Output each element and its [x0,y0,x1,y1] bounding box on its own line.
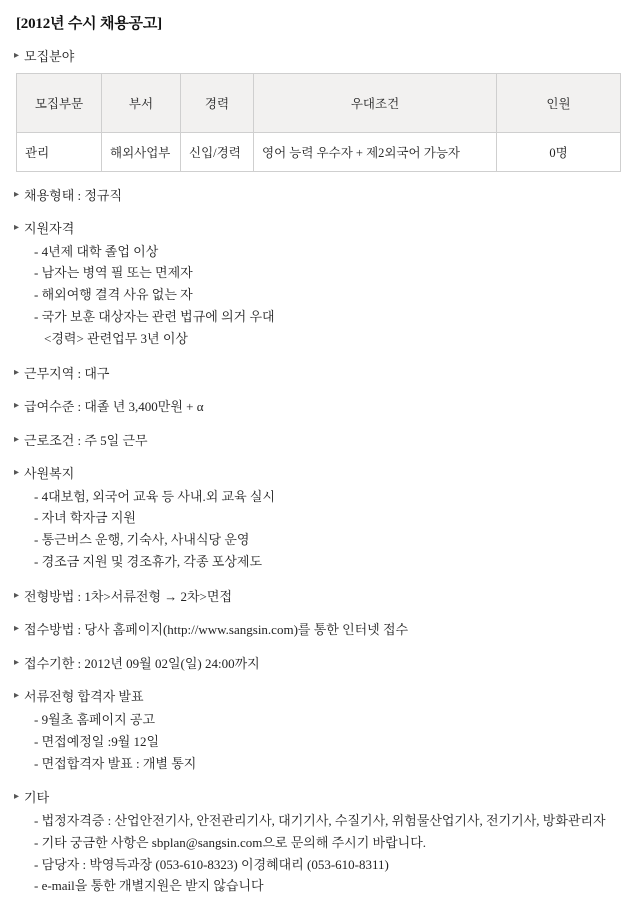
section-other [14,788,619,897]
section-heading [14,397,619,417]
section-heading-label: 근로조건 : 주 5일 근무 [24,432,148,448]
cell-experience: 신입/경력 [181,132,254,171]
section-heading-label: 접수기한 : 2012년 09월 02일(일) 24:00까지 [24,655,260,671]
list-item: - 자녀 학자금 지원 [34,510,136,526]
section-heading [14,587,619,607]
section-heading [14,788,619,808]
section-heading [14,464,619,484]
section-deadline [14,654,619,674]
section-item-list [14,709,619,774]
section-heading-label: 근무지역 : 대구 [24,365,110,381]
section-heading [14,431,619,451]
section-heading [14,687,619,707]
cell-headcount: 0명 [497,132,621,171]
section-heading-label: 급여수준 : 대졸 년 3,400만원 + α [24,399,204,415]
section-results-announcement [14,687,619,774]
list-item: - 4년제 대학 졸업 이상 [34,243,159,259]
section-heading [14,47,619,67]
table-header [17,73,621,132]
section-heading [14,654,619,674]
table-body [17,132,621,171]
bullet-icon: ▸ [14,366,20,378]
list-item: - 면접예정일 :9월 12일 [34,733,160,749]
bullet-icon: ▸ [14,400,20,412]
bullet-icon: ▸ [14,222,20,233]
section-selection-process [14,587,619,607]
page-title: [2012년 수시 채용공고] [16,16,162,32]
bullet-icon: ▸ [14,690,20,702]
list-item: - 4대보험, 외국어 교육 등 사내.외 교육 실시 [34,488,276,504]
list-item: - 면접합격자 발표 : 개별 통지 [34,755,197,771]
list-item: - e-mail을 통한 개별지원은 받지 않습니다 [34,878,264,894]
section-heading-label: 서류전형 합격자 발표 [24,689,144,705]
section-item-list [14,486,619,573]
table-row [17,132,621,171]
section-heading-label: 접수방법 : 당사 홈페이지(http://www.sangsin.com)를 통한 인터넷 접수 [24,622,409,638]
section-recruit-field [14,47,619,172]
recruit-table [16,73,621,172]
section-heading [14,620,619,640]
table-header-row [17,73,621,132]
section-heading-label: 채용형태 : 정규직 [24,187,123,203]
list-item: - 법정자격증 : 산업안전기사, 안전관리기사, 대기기사, 수질기사, 위험물산업기사, 전기기사, 방화관리자 [34,812,606,828]
column-header-headcount: 인원 [497,73,621,132]
cell-department: 해외사업부 [102,132,181,171]
list-item: <경력> 관련업무 3년 이상 [44,330,188,346]
column-header-department: 부서 [102,73,181,132]
section-heading-label: 사원복지 [24,466,75,482]
section-salary [14,397,619,417]
list-item: - 경조금 지원 및 경조휴가, 각종 포상제도 [34,554,263,570]
bullet-icon: ▸ [14,433,20,445]
list-item: - 해외여행 결격 사유 없는 자 [34,287,193,303]
bullet-icon: ▸ [14,623,20,635]
section-employment-type [14,186,619,206]
bullet-icon: ▸ [14,188,20,200]
section-heading-label: 모집분야 [24,49,75,64]
section-benefits [14,464,619,573]
bullet-icon: ▸ [14,589,20,601]
list-item: - 남자는 병역 필 또는 면제자 [34,265,193,281]
list-item: - 통근버스 운행, 기숙사, 사내식당 운영 [34,532,250,548]
section-item-list [14,810,619,897]
section-item-list [14,241,619,350]
list-item: - 담당자 : 박영득과장 (053-610-8323) 이경혜대리 (053-610-8311) [34,856,389,872]
cell-preference: 영어 능력 우수자 + 제2외국어 가능자 [254,132,497,171]
section-heading [14,186,619,206]
column-header-preference: 우대조건 [254,73,497,132]
bullet-icon: ▸ [14,50,20,61]
section-heading-label: 전형방법 : 1차>서류전형 → 2차>면접 [24,588,233,604]
bullet-icon: ▸ [14,656,20,668]
bullet-icon: ▸ [14,467,20,479]
section-work-location [14,364,619,384]
section-qualifications [14,219,619,350]
column-header-position: 모집부문 [17,73,102,132]
section-heading [14,219,619,239]
section-working-conditions [14,431,619,451]
section-heading [14,364,619,384]
section-heading-label: 지원자격 [24,221,75,236]
list-item: - 9월초 홈페이지 공고 [34,711,156,727]
column-header-experience: 경력 [181,73,254,132]
bullet-icon: ▸ [14,791,20,803]
section-application-method [14,620,619,640]
cell-position: 관리 [17,132,102,171]
section-heading-label: 기타 [24,790,50,806]
list-item: - 국가 보훈 대상자는 관련 법규에 의거 우대 [34,308,275,324]
list-item: - 기타 궁금한 사항은 sbplan@sangsin.com으로 문의해 주시기 바랍니다. [34,834,427,850]
